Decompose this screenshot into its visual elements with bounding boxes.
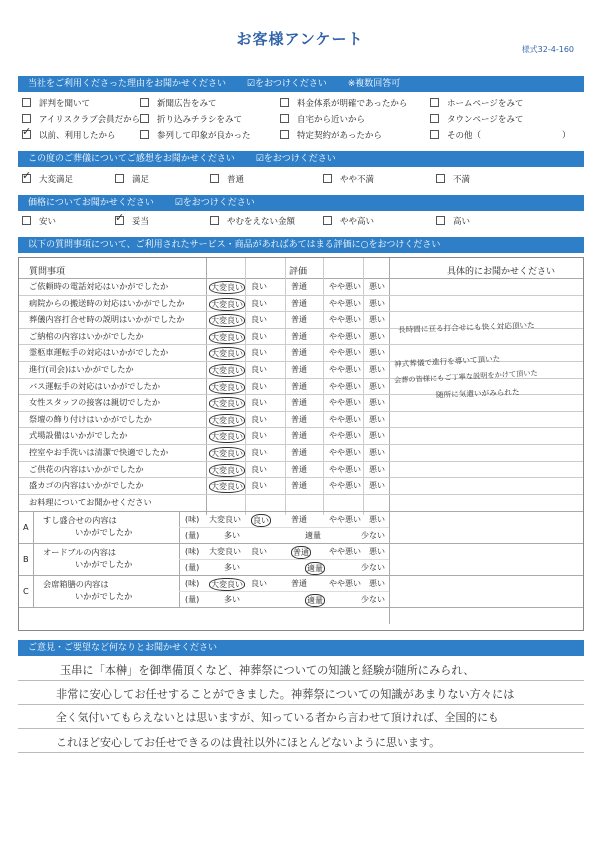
ruled-line xyxy=(18,704,584,705)
food-question: オードブルの内容は xyxy=(43,546,117,557)
reason-option[interactable]: 自宅から近いから xyxy=(280,114,365,126)
rating-option-selected[interactable]: 普通 xyxy=(293,547,309,557)
rating-option-selected[interactable]: 大変良い xyxy=(211,415,243,425)
impression-option[interactable]: 普通 xyxy=(210,174,244,186)
question-label: ご供花の内容はいかがでしたか xyxy=(29,463,144,474)
reason-option[interactable]: ホームページをみて xyxy=(430,98,523,110)
row-divider xyxy=(19,511,583,512)
row-divider xyxy=(19,494,583,495)
row-divider xyxy=(19,607,583,608)
form-number: 様式32-4-160 xyxy=(521,45,574,54)
reason-option[interactable]: 特定契約があったから xyxy=(280,130,382,142)
checkmark-instruction: ☑をおつけください xyxy=(174,198,255,208)
rating-option-selected[interactable]: 大変良い xyxy=(211,482,243,492)
column-divider xyxy=(389,258,390,624)
rating-option[interactable]: 普通 xyxy=(291,348,307,358)
checkbox[interactable] xyxy=(430,130,439,139)
rating-option[interactable]: 普通 xyxy=(291,481,307,491)
rating-option[interactable]: やや悪い xyxy=(329,546,361,556)
quantity-option[interactable]: 少ない xyxy=(361,594,385,604)
rating-option[interactable]: 普通 xyxy=(291,298,307,308)
row-divider xyxy=(19,311,583,312)
question-label: 女性スタッフの接客は親切でしたか xyxy=(29,397,161,408)
rating-option[interactable]: 普通 xyxy=(291,448,307,457)
rating-option[interactable]: 良い xyxy=(251,578,267,588)
checkbox[interactable] xyxy=(140,114,149,123)
handwritten-opinion-line: 全く気付いてもらえないとは思いますが、知っている者から言わせて頂ければ、全国的にも xyxy=(56,711,499,724)
food-question: すし盛合せの内容は xyxy=(43,514,117,525)
reason-option[interactable]: 料金体系が明確であったから xyxy=(280,98,407,110)
rating-option[interactable]: 悪い xyxy=(369,381,385,391)
price-section-bar xyxy=(18,195,584,211)
quantity-option[interactable]: 少ない xyxy=(361,530,385,540)
rating-option-selected[interactable]: 大変良い xyxy=(211,283,243,292)
impression-section-title: この度のご葬儀についてご感想をお聞かせください xyxy=(28,154,235,164)
rating-option[interactable]: やや悪い xyxy=(329,448,361,457)
survey-section-title: 以下の質問事項について、ご利用されたサービス・商品があればあてはまる評価に○をおつけください xyxy=(28,240,441,250)
food-question: いかがでしたか xyxy=(75,558,133,569)
row-divider xyxy=(19,295,583,296)
row-divider xyxy=(19,411,583,412)
rating-option[interactable]: 良い xyxy=(251,414,267,424)
detail-header: 具体的にお聞かせください xyxy=(447,267,556,277)
rating-option[interactable]: 良い xyxy=(251,481,267,491)
checkbox[interactable] xyxy=(280,114,289,123)
rating-option[interactable]: やや悪い xyxy=(329,381,361,391)
ruled-line xyxy=(18,752,584,753)
rating-option-selected[interactable]: 大変良い xyxy=(211,449,243,458)
rating-option[interactable]: 悪い xyxy=(369,315,385,325)
taste-label: (味) xyxy=(185,514,200,524)
checkbox[interactable] xyxy=(22,98,31,107)
rating-option[interactable]: 普通 xyxy=(291,315,307,325)
reason-option[interactable]: 評判を聞いて xyxy=(22,98,90,110)
price-option[interactable]: やむをえない金額 xyxy=(210,216,295,228)
opinion-section-bar xyxy=(18,640,584,656)
page-title: お客様アンケート xyxy=(236,30,364,48)
reason-option[interactable]: ✓以前、利用したから xyxy=(22,130,116,142)
impression-option[interactable]: 満足 xyxy=(115,174,149,186)
question-label: 控室やお手洗いは清潔で快適でしたか xyxy=(29,447,169,457)
rating-option[interactable]: 普通 xyxy=(291,398,307,408)
rating-option[interactable]: 普通 xyxy=(291,331,307,341)
quantity-option[interactable]: 多い xyxy=(224,530,240,540)
reason-option[interactable]: 参列して印象が良かった xyxy=(140,130,251,142)
checkbox[interactable] xyxy=(323,216,332,225)
handwritten-opinion-line: これほど安心してお任せできるのは貴社以外にほとんどないように思います。 xyxy=(56,736,441,749)
quantity-option[interactable]: 少ない xyxy=(361,562,385,572)
rating-option-selected[interactable]: 大変良い xyxy=(211,465,243,475)
handwritten-comment: 随所に気遣いがみられた xyxy=(435,387,520,400)
handwritten-opinion-line: 玉串に「本榊」を御準備頂くなど、神葬祭についての知識と経験が随所にみられ、 xyxy=(60,664,475,677)
impression-option[interactable]: ✓大変満足 xyxy=(22,174,73,186)
checkbox[interactable] xyxy=(280,130,289,139)
rating-option[interactable]: やや悪い xyxy=(329,315,361,325)
column-divider xyxy=(33,575,34,607)
rating-option-selected[interactable]: 大変良い xyxy=(211,349,243,359)
rating-option-selected[interactable]: 大変良い xyxy=(211,399,243,409)
rating-option[interactable]: やや悪い xyxy=(329,298,361,308)
checkbox[interactable] xyxy=(436,174,445,183)
row-divider xyxy=(179,527,389,528)
rating-option[interactable]: やや悪い xyxy=(329,365,361,374)
rating-option[interactable]: 普通 xyxy=(291,282,307,291)
rating-option[interactable]: 良い xyxy=(251,315,267,325)
taste-label: (味) xyxy=(185,546,200,556)
checkbox[interactable] xyxy=(436,216,445,225)
handwritten-comment: 長時間に亘る打合せにも快く対応頂いた xyxy=(397,320,535,335)
rating-option[interactable]: 良い xyxy=(251,448,267,457)
question-label: バス運転手の対応はいかがでしたか xyxy=(29,380,161,391)
taste-label: (味) xyxy=(185,578,200,588)
rating-option[interactable]: 良い xyxy=(251,398,267,408)
rating-option[interactable]: やや悪い xyxy=(329,514,361,524)
rating-option-selected[interactable]: 大変良い xyxy=(211,316,243,326)
checkbox[interactable] xyxy=(430,114,439,123)
price-option[interactable]: 高い xyxy=(436,216,470,228)
row-divider xyxy=(179,559,389,560)
checkbox[interactable] xyxy=(22,216,31,225)
checkbox[interactable] xyxy=(210,216,219,225)
rating-option[interactable]: 大変良い xyxy=(209,514,241,524)
question-label: 盛カゴの内容はいかがでしたか xyxy=(29,480,144,491)
question-label: 葬儀内容打合せ時の説明はいかがでしたか xyxy=(29,314,185,325)
other-close-paren: ） xyxy=(562,131,571,141)
opinion-box xyxy=(18,656,584,756)
rating-option-selected[interactable]: 良い xyxy=(253,515,269,525)
question-label: 病院からの搬送時の対応はいかがでしたか xyxy=(29,297,185,308)
reason-option-other[interactable]: その他（ xyxy=(430,130,481,142)
rating-option[interactable]: やや悪い xyxy=(329,331,361,341)
rating-option[interactable]: やや悪い xyxy=(329,414,361,424)
quantity-option[interactable]: 適量 xyxy=(305,530,321,540)
rating-option-selected[interactable]: 大変良い xyxy=(211,579,243,589)
rating-option[interactable]: 良い xyxy=(251,431,267,441)
checkbox[interactable] xyxy=(140,98,149,107)
checkmark-instruction: ☑をおつけください xyxy=(246,79,327,89)
rating-option[interactable]: やや悪い xyxy=(329,578,361,588)
question-label: 霊柩車運転手の対応はいかがでしたか xyxy=(29,347,169,358)
rating-option[interactable]: 悪い xyxy=(369,546,385,556)
row-divider xyxy=(19,477,583,478)
question-label: ご依頼時の電話対応はいかがでしたか xyxy=(29,281,169,291)
rating-option[interactable]: やや悪い xyxy=(329,481,361,491)
checkmark-instruction: ☑をおつけください xyxy=(255,154,336,164)
quantity-label: (量) xyxy=(185,530,200,540)
column-divider xyxy=(33,511,34,543)
question-label: ご納棺の内容はいかがでしたか xyxy=(29,330,144,341)
reason-option[interactable]: 折り込みチラシをみて xyxy=(140,114,242,126)
question-label: 式場設備はいかがでしたか xyxy=(29,430,128,441)
rating-option[interactable]: やや悪い xyxy=(329,282,361,291)
ruled-line xyxy=(18,680,584,681)
rating-option[interactable]: 悪い xyxy=(369,431,385,441)
rating-option[interactable]: 良い xyxy=(251,298,267,308)
quantity-label: (量) xyxy=(185,562,200,572)
food-letter: C xyxy=(23,585,29,596)
food-letter: B xyxy=(23,553,29,564)
rating-option[interactable]: やや悪い xyxy=(329,431,361,441)
row-divider xyxy=(19,444,583,445)
rating-option[interactable]: 普通 xyxy=(291,431,307,441)
rating-option[interactable]: 良い xyxy=(251,348,267,358)
ruled-line xyxy=(18,728,584,729)
row-divider xyxy=(19,278,583,279)
checkbox-checked[interactable] xyxy=(115,216,124,225)
rating-option[interactable]: 悪い xyxy=(369,481,385,491)
food-question: 会席箱膳の内容は xyxy=(43,578,109,589)
checkbox[interactable] xyxy=(323,174,332,183)
row-divider xyxy=(19,461,583,462)
reason-section-title: 当社をご利用くださった理由をお聞かせください xyxy=(28,79,227,89)
rating-header: 評価 xyxy=(289,267,308,277)
rating-option[interactable]: 悪い xyxy=(369,298,385,308)
reason-section-bar xyxy=(18,76,584,92)
question-label: 進行(司会)はいかがでしたか xyxy=(29,364,134,374)
rating-option-selected[interactable]: 大変良い xyxy=(211,332,243,342)
rating-option[interactable]: 良い xyxy=(251,331,267,341)
rating-option[interactable]: 悪い xyxy=(369,282,385,291)
rating-option[interactable]: 普通 xyxy=(291,381,307,391)
checkbox[interactable] xyxy=(140,130,149,139)
price-option[interactable]: やや高い xyxy=(323,216,374,228)
rating-option[interactable]: 悪い xyxy=(369,448,385,457)
food-letter: A xyxy=(23,521,29,532)
price-option[interactable]: ✓ 妥当 xyxy=(115,216,149,228)
row-divider xyxy=(179,591,389,592)
impression-section-bar xyxy=(18,151,584,167)
rating-option-selected[interactable]: 大変良い xyxy=(211,382,243,392)
question-label: 祭壇の飾り付けはいかがでしたか xyxy=(29,413,152,424)
quantity-option[interactable]: 多い xyxy=(224,594,240,604)
checkbox[interactable] xyxy=(22,114,31,123)
quantity-option-selected[interactable]: 適量 xyxy=(307,595,323,605)
rating-option[interactable]: 悪い xyxy=(369,348,385,358)
checkbox[interactable] xyxy=(430,98,439,107)
checkbox[interactable] xyxy=(280,98,289,107)
rating-option[interactable]: 悪い xyxy=(369,464,385,474)
rating-option[interactable]: 悪い xyxy=(369,414,385,424)
quantity-label: (量) xyxy=(185,594,200,604)
rating-option-selected[interactable]: 大変良い xyxy=(211,299,243,309)
quantity-option[interactable]: 多い xyxy=(224,562,240,572)
rating-option[interactable]: やや悪い xyxy=(329,464,361,474)
rating-option[interactable]: 悪い xyxy=(369,398,385,408)
handwritten-opinion-line: 非常に安心してお任せすることができました。神葬祭についての知識があまりない方々には xyxy=(56,688,515,701)
survey-section-bar xyxy=(18,237,584,253)
rating-option[interactable]: 普通 xyxy=(291,514,307,524)
row-divider xyxy=(19,543,583,544)
rating-option[interactable]: 悪い xyxy=(369,514,385,524)
rating-option[interactable]: やや悪い xyxy=(329,398,361,408)
food-question: いかがでしたか xyxy=(75,526,133,537)
rating-option[interactable]: 良い xyxy=(251,546,267,556)
row-divider xyxy=(19,575,583,576)
rating-option[interactable]: 良い xyxy=(251,381,267,391)
row-divider xyxy=(19,344,583,345)
reason-option[interactable]: タウンページをみて xyxy=(430,114,523,126)
food-heading: お料理についてお聞かせください xyxy=(29,496,152,507)
rating-option[interactable]: 大変良い xyxy=(209,546,241,556)
rating-option[interactable]: 良い xyxy=(251,282,267,291)
price-section-title: 価格についてお聞かせください xyxy=(28,198,154,208)
impression-option[interactable]: やや不満 xyxy=(323,174,374,186)
multiple-answer-note: ※複数回答可 xyxy=(347,79,401,89)
checkbox-checked[interactable] xyxy=(22,130,31,139)
rating-option[interactable]: やや悪い xyxy=(329,348,361,358)
rating-option[interactable]: 良い xyxy=(251,365,267,374)
handwritten-comment: 神式葬儀で進行を導いて頂いた xyxy=(393,354,501,369)
question-header: 質問事項 xyxy=(29,267,66,277)
reason-option[interactable]: 新聞広告をみて xyxy=(140,98,217,110)
rating-option[interactable]: 普通 xyxy=(291,414,307,424)
rating-option[interactable]: 普通 xyxy=(291,464,307,474)
rating-option-selected[interactable]: 大変良い xyxy=(211,432,243,442)
impression-option[interactable]: 不満 xyxy=(436,174,470,186)
quantity-option-selected[interactable]: 適量 xyxy=(307,563,323,573)
checkbox-checked[interactable] xyxy=(22,174,31,183)
rating-option-selected[interactable]: 大変良い xyxy=(211,366,243,375)
rating-option[interactable]: 悪い xyxy=(369,578,385,588)
checkbox[interactable] xyxy=(210,174,219,183)
price-option[interactable]: 安い xyxy=(22,216,56,228)
rating-option[interactable]: 悪い xyxy=(369,365,385,374)
opinion-section-title: ご意見・ご要望など何なりとお聞かせください xyxy=(28,643,218,653)
rating-option[interactable]: 普通 xyxy=(291,578,307,588)
column-divider xyxy=(33,543,34,575)
rating-option[interactable]: 悪い xyxy=(369,331,385,341)
rating-option[interactable]: 普通 xyxy=(291,365,307,374)
reason-option[interactable]: アイリスクラブ会員だから xyxy=(22,114,140,126)
rating-table xyxy=(18,257,584,631)
row-divider xyxy=(19,427,583,428)
rating-option[interactable]: 良い xyxy=(251,464,267,474)
handwritten-comment: 会葬の皆様にもご丁寧な説明をかけて頂いた xyxy=(393,368,538,385)
food-question: いかがでしたか xyxy=(75,590,133,601)
checkbox[interactable] xyxy=(115,174,124,183)
